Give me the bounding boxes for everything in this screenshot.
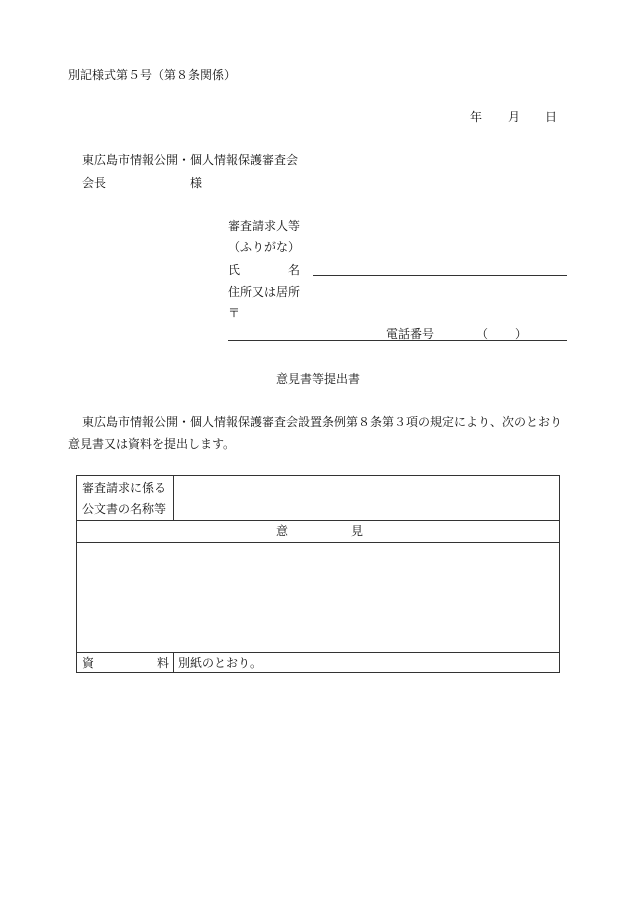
table-row-line-1 <box>77 520 559 521</box>
requester-furigana: （ふりがな） <box>228 240 301 254</box>
document-name-label-1: 審査請求に係る <box>82 481 167 495</box>
form-number: 別記様式第５号（第８条関係） <box>68 68 237 82</box>
body-text-line-1: 東広島市情報公開・個人情報保護審査会設置条例第８条第３項の規定により、次のとおり <box>82 415 563 429</box>
requester-heading: 審査請求人等 <box>228 219 301 233</box>
date-year: 年 <box>470 110 483 124</box>
table-divider-row4 <box>173 652 174 673</box>
opinion-field[interactable] <box>81 546 555 648</box>
requester-name-line <box>313 275 567 276</box>
requester-name-label-2: 名 <box>288 263 301 277</box>
requester-phone-open: （ <box>476 327 489 341</box>
requester-address-line <box>228 340 567 341</box>
document-name-value[interactable] <box>177 479 555 517</box>
requester-phone-label: 電話番号 <box>386 327 435 341</box>
materials-label-1: 資 <box>82 656 95 670</box>
addressee-org: 東広島市情報公開・個人情報保護審査会 <box>82 153 299 167</box>
addressee-honorific: 様 <box>190 176 203 190</box>
document-title: 意見書等提出書 <box>276 372 361 386</box>
submission-table <box>76 475 560 673</box>
materials-value: 別紙のとおり。 <box>178 656 263 670</box>
date-day: 日 <box>545 110 558 124</box>
requester-postal-mark: 〒 <box>228 306 241 320</box>
table-divider-row1 <box>173 476 174 520</box>
requester-address-label: 住所又は居所 <box>228 285 301 299</box>
document-name-label-2: 公文書の名称等 <box>82 502 167 516</box>
requester-name-label-1: 氏 <box>228 263 241 277</box>
materials-label-2: 料 <box>157 656 170 670</box>
table-row-line-2 <box>77 542 559 543</box>
opinion-label-1: 意 <box>276 524 289 538</box>
date-month: 月 <box>508 110 521 124</box>
opinion-label-2: 見 <box>351 524 364 538</box>
table-row-line-3 <box>77 652 559 653</box>
addressee-title: 会長 <box>82 176 107 190</box>
body-text-line-2: 意見書又は資料を提出します。 <box>68 437 236 451</box>
requester-phone-close: ） <box>515 327 528 341</box>
